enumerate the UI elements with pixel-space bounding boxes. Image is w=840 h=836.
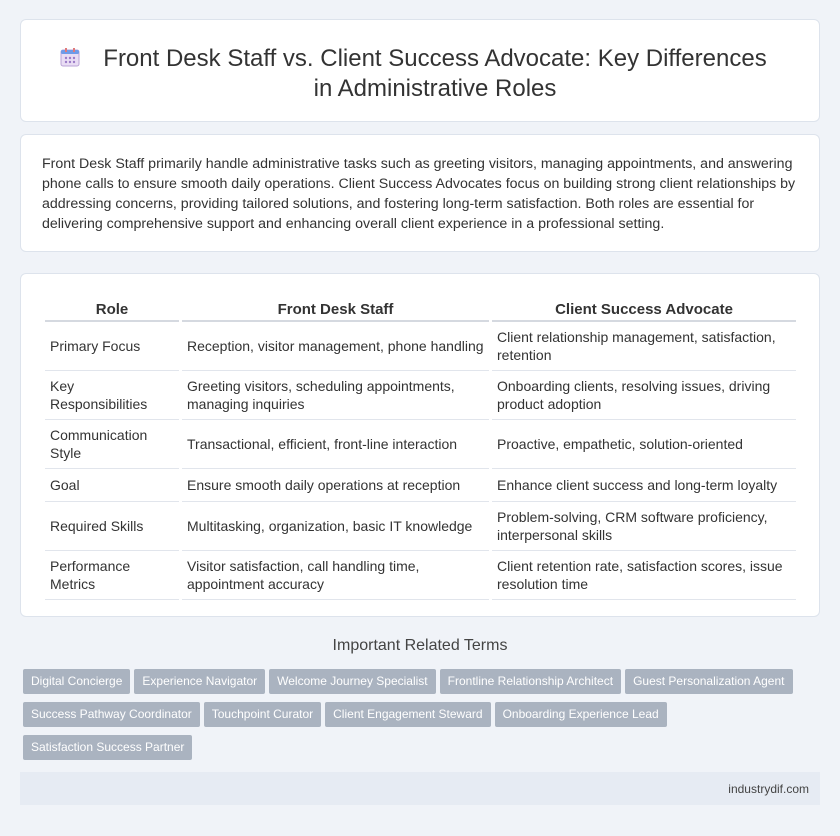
client-success-cell: Client relationship management, satisfaction, retention [492,322,796,371]
table-row [45,502,796,551]
title-card [20,19,820,122]
related-term-tag[interactable]: Frontline Relationship Architect [440,669,621,694]
intro-card [20,134,820,252]
related-term-tag[interactable]: Satisfaction Success Partner [23,735,192,760]
client-success-cell: Onboarding clients, resolving issues, driving product adoption [492,371,796,420]
related-terms-list [23,669,813,768]
client-success-cell: Problem-solving, CRM software proficiency, interpersonal skills [492,502,796,551]
client-success-cell: Enhance client success and long-term loyalty [492,469,796,502]
footer-site-link[interactable]: industrydif.com [728,782,809,796]
client-success-cell: Proactive, empathetic, solution-oriented [492,420,796,469]
related-term-tag[interactable]: Success Pathway Coordinator [23,702,200,727]
front-desk-cell: Multitasking, organization, basic IT knowledge [182,502,489,551]
row-label: Communication Style [45,420,179,469]
front-desk-cell: Greeting visitors, scheduling appointments, managing inquiries [182,371,489,420]
related-term-tag[interactable]: Onboarding Experience Lead [495,702,667,727]
comparison-card [20,273,820,617]
client-success-cell: Client retention rate, satisfaction scores, issue resolution time [492,551,796,600]
related-term-tag[interactable]: Client Engagement Steward [325,702,490,727]
related-term-tag[interactable]: Touchpoint Curator [204,702,321,727]
related-term-tag[interactable]: Digital Concierge [23,669,130,694]
table-row [45,420,796,469]
table-header-role: Role [45,294,179,322]
table-row [45,469,796,502]
footer [20,772,820,805]
row-label: Goal [45,469,179,502]
front-desk-cell: Transactional, efficient, front-line interaction [182,420,489,469]
front-desk-cell: Visitor satisfaction, call handling time, appointment accuracy [182,551,489,600]
intro-paragraph: Front Desk Staff primarily handle administrative tasks such as greeting visitors, managing appointments, and answering phone calls to ensure smooth daily operations. Client Success Advocates focus on building strong client relationships by addressing concerns, providing tailored solutions, and fostering long-term satisfaction. Both roles are essential for delivering comprehensive support and enhancing overall client experience in a professional setting. [42,156,796,232]
row-label: Required Skills [45,502,179,551]
table-header-client-success: Client Success Advocate [492,294,796,322]
table-row [45,371,796,420]
row-label: Performance Metrics [45,551,179,600]
related-term-tag[interactable]: Welcome Journey Specialist [269,669,436,694]
related-term-tag[interactable]: Experience Navigator [134,669,265,694]
page-title: Front Desk Staff vs. Client Success Advocate: Key Differences in Administrative Roles [103,45,767,102]
related-terms-title: Important Related Terms [332,637,508,654]
related-term-tag[interactable]: Guest Personalization Agent [625,669,792,694]
row-label: Primary Focus [45,322,179,371]
front-desk-cell: Ensure smooth daily operations at reception [182,469,489,502]
comparison-table [42,294,799,600]
table-header-front-desk: Front Desk Staff [182,294,489,322]
row-label: Key Responsibilities [45,371,179,420]
table-row [45,322,796,371]
table-row [45,551,796,600]
front-desk-cell: Reception, visitor management, phone handling [182,322,489,371]
